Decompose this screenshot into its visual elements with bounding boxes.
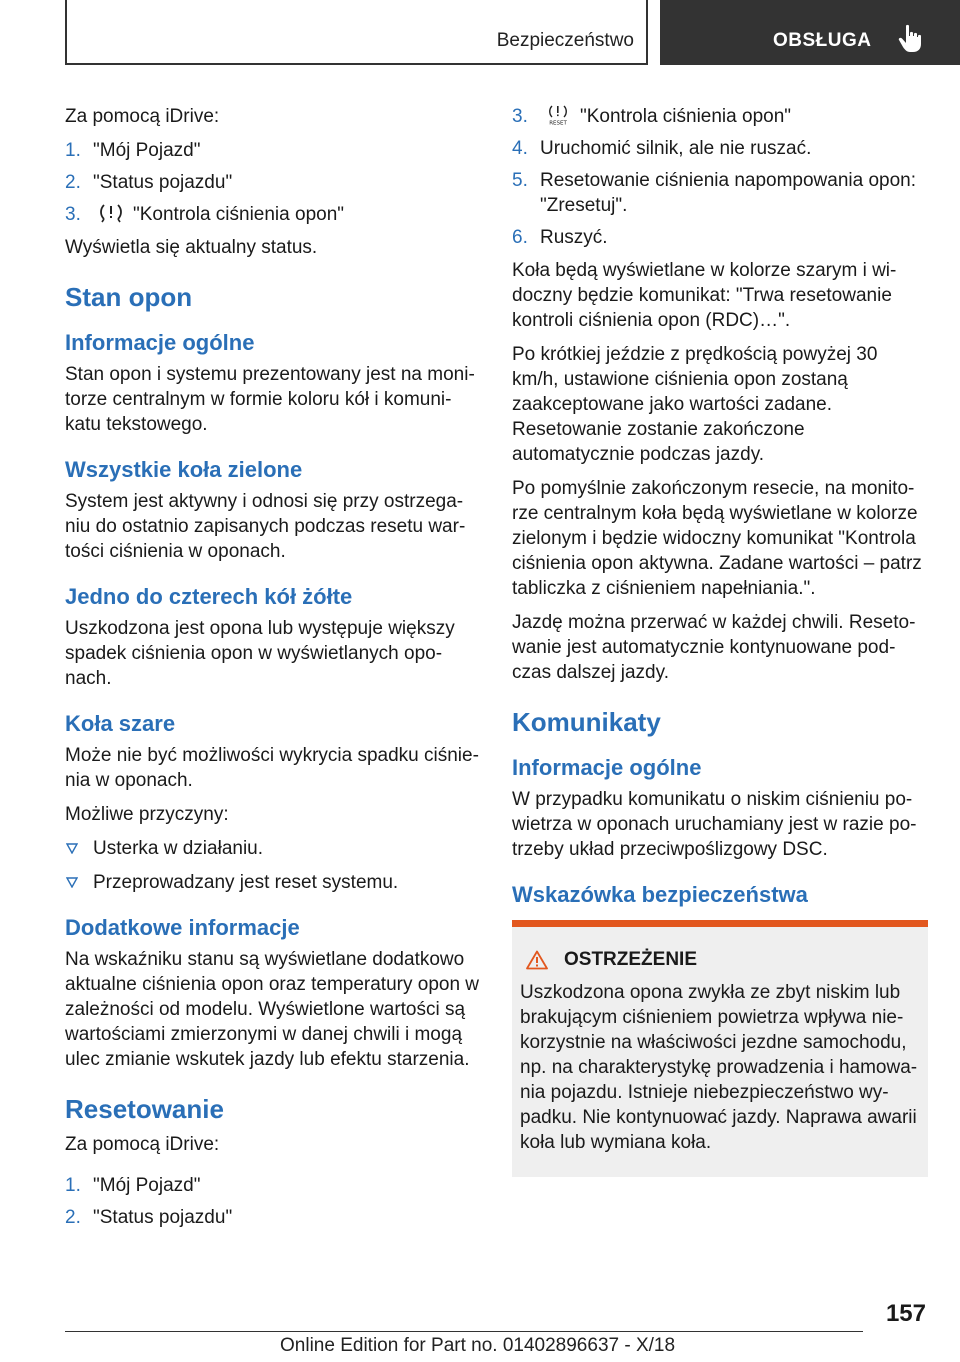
warning-triangle-icon (526, 950, 548, 970)
heading-informacje: Informacje ogólne (65, 330, 255, 355)
heading-resetowanie: Resetowanie (65, 1094, 224, 1124)
warning-text: Uszkodzona opona zwykła ze zbyt niskim lub brakującym ciśnieniem powietrza wpływa niekorzystnie na właściwości jezdne samochodu, np. na charakterystykę prowadzenia i hamowania pojazdu. Istnieje niebezpieczeństwo wypadku. Nie kontynuować jazdy. Naprawa awarii koła lub wymiana koła. (520, 982, 918, 1153)
heading-komunikaty: Komunikaty (512, 707, 661, 737)
heading-green: Wszystkie koła zielone (65, 457, 303, 482)
paragraph-yellow: Uszkodzona jest opona lub występuje większy spadek ciśnienia opon w wyświetlanych oponach. (65, 618, 455, 689)
left-column (65, 104, 480, 1238)
tire-pressure-reset-icon (546, 104, 570, 126)
heading-yellow: Jedno do czterech kół żółte (65, 584, 353, 609)
reset-intro: Za pomocą iDrive: (65, 1134, 220, 1155)
bullet-triangle-icon (66, 877, 78, 888)
list-item: 3. RESET "Kontrola ciśnienia opon" (512, 106, 792, 127)
status-note: Wyświetla się aktualny status. (65, 237, 318, 258)
list-item: 1. "Mój Pojazd" (65, 140, 201, 161)
list-item: 1. "Mój Pojazd" (65, 1175, 201, 1196)
right-column (512, 104, 928, 1177)
paragraph-grey: Może nie być możliwości wykrycia spadku ciśnienia w oponach. (65, 745, 479, 791)
list-item: 2. "Status pojazdu" (65, 172, 233, 193)
footer-divider (65, 1331, 863, 1332)
warning-title: OSTRZEŻENIE (520, 947, 920, 972)
paragraph-green: System jest aktywny i odnosi się przy ostrzeganiu do ostatnio zapisanych podczas resetu wartości ciśnienia w oponach. (65, 491, 466, 562)
footer-edition: Online Edition for Part no. 01402896637 - X/18 (280, 1335, 676, 1356)
status-steps (65, 138, 480, 227)
heading-safety: Wskazówka bezpieczeństwa (512, 882, 808, 907)
paragraph-info: Stan opon i systemu prezentowany jest na monitorze centralnym w formie koloru kół i komunikatu tekstowego. (65, 364, 475, 435)
svg-text:RESET: RESET (549, 120, 567, 126)
reset-steps-left (65, 1173, 480, 1230)
list-item: Przeprowadzany jest reset systemu. (65, 870, 480, 895)
causes-intro: Możliwe przyczyny: (65, 804, 229, 825)
list-item: 5. Resetowanie ciśnienia napompowania opon: "Zresetuj". (512, 170, 917, 216)
heading-stan-opon: Stan opon (65, 282, 193, 312)
hand-pointer-icon (898, 24, 924, 54)
section-title: Bezpieczeństwo (496, 30, 634, 51)
list-item: Usterka w działaniu. (65, 836, 480, 861)
paragraph-speed: Po krótkiej jeździe z prędkością powyżej 30 km/h, ustawione ciśnienia opon zostaną zaakceptowane jako wartości zadane. Resetowanie zostanie zakończone automatycznie podczas jazdy. (512, 344, 878, 465)
paragraph-dsc: W przypadku komunikatu o niskim ciśnieniu powietrza w oponach uruchamiany jest w razie potrzeby układ przeciwpoślizgowy DSC. (512, 789, 917, 860)
list-item: 4. Uruchomić silnik, ale nie ruszać. (512, 138, 812, 159)
list-item: 3. "Kontrola ciśnienia opon" (65, 204, 345, 225)
list-item: 6. Ruszyć. (512, 227, 608, 248)
paragraph-interrupt: Jazdę można przerwać w każdej chwili. Resetowanie jest automatycznie kontynuowane podczas dalszej jazdy. (512, 612, 916, 683)
heading-extra: Dodatkowe informacje (65, 915, 300, 940)
tire-pressure-icon (99, 202, 123, 224)
bullet-triangle-icon (66, 843, 78, 854)
paragraph-grey-wheels: Koła będą wyświetlane w kolorze szarym i widoczny będzie komunikat: "Trwa resetowanie kontroli ciśnienia opon (RDC)…". (512, 260, 897, 331)
heading-grey: Koła szare (65, 711, 176, 736)
paragraph-extra: Na wskaźniku stanu są wyświetlane dodatkowo aktualne ciśnienia opon oraz temperatury opon w zależności od modelu. Wyświetlone wartości są wartościami zmierzonymi w danej chwili i mogą ulec zmianie wskutek jazdy lub efektu starzenia. (65, 949, 480, 1070)
reset-steps-right (512, 104, 928, 250)
idrive-intro: Za pomocą iDrive: (65, 106, 220, 127)
header-chapter-box (660, 0, 960, 65)
paragraph-success: Po pomyślnie zakończonym resecie, na monitorze centralnym koła będą wyświetlane w kolorze zielonym i będzie widoczny komunikat "Kontrola ciśnienia opon aktywna. Zadane wartości – patrz tabliczka z ciśnieniem napełniania.". (512, 478, 922, 599)
page-number: 157 (885, 1300, 926, 1327)
warning-box (512, 920, 928, 1177)
header-section-box (65, 0, 648, 65)
list-item: 2. "Status pojazdu" (65, 1207, 233, 1228)
causes-list (65, 836, 480, 895)
heading-informacje-right: Informacje ogólne (512, 755, 702, 780)
chapter-title: OBSŁUGA (773, 30, 872, 51)
